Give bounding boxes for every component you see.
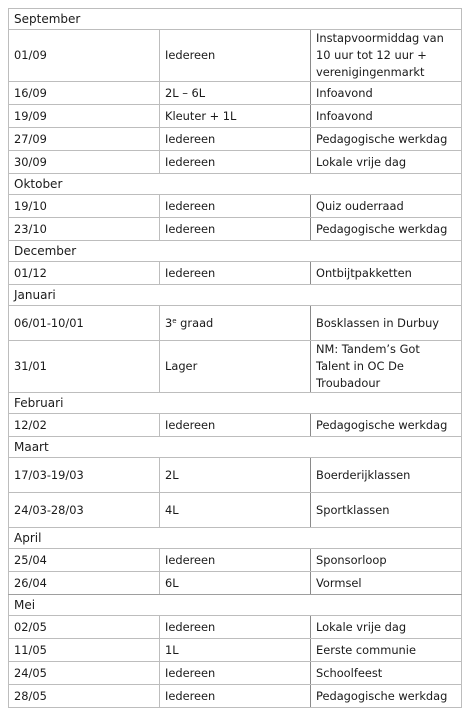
event-row (9, 341, 462, 393)
event-description: Instapvoormiddag van 10 uur tot 12 uur + verenigingenmarkt (311, 30, 462, 82)
event-row (9, 685, 462, 708)
event-description: Sponsorloop (311, 549, 462, 572)
event-description: Bosklassen in Durbuy (311, 306, 462, 341)
event-row (9, 458, 462, 493)
event-date: 12/02 (9, 414, 160, 437)
month-name: Januari (9, 285, 462, 306)
event-audience: 1L (160, 639, 311, 662)
month-header-row (9, 241, 462, 262)
event-row (9, 195, 462, 218)
event-audience: Kleuter + 1L (160, 105, 311, 128)
month-header-row (9, 595, 462, 616)
event-description: Pedagogische werkdag (311, 218, 462, 241)
event-date: 27/09 (9, 128, 160, 151)
month-name: December (9, 241, 462, 262)
event-description: NM: Tandem’s Got Talent in OC De Troubadour (311, 341, 462, 393)
event-row (9, 128, 462, 151)
event-date: 11/05 (9, 639, 160, 662)
event-audience: 2L – 6L (160, 82, 311, 105)
event-audience: 6L (160, 572, 311, 595)
event-description: Boerderijklassen (311, 458, 462, 493)
event-description: Quiz ouderraad (311, 195, 462, 218)
event-date: 06/01-10/01 (9, 306, 160, 341)
event-row (9, 82, 462, 105)
event-date: 28/05 (9, 685, 160, 708)
event-description: Lokale vrije dag (311, 151, 462, 174)
event-audience: Iedereen (160, 414, 311, 437)
event-description: Pedagogische werkdag (311, 128, 462, 151)
event-audience: Iedereen (160, 549, 311, 572)
event-date: 25/04 (9, 549, 160, 572)
event-row (9, 616, 462, 639)
event-audience: Iedereen (160, 128, 311, 151)
month-name: April (9, 528, 462, 549)
month-header-row (9, 393, 462, 414)
month-header-row (9, 528, 462, 549)
event-row (9, 549, 462, 572)
event-row (9, 30, 462, 82)
event-description: Schoolfeest (311, 662, 462, 685)
event-row (9, 662, 462, 685)
event-description: Pedagogische werkdag (311, 685, 462, 708)
event-description: Infoavond (311, 105, 462, 128)
month-name: Maart (9, 437, 462, 458)
event-date: 02/05 (9, 616, 160, 639)
event-date: 01/12 (9, 262, 160, 285)
event-description: Eerste communie (311, 639, 462, 662)
event-date: 19/10 (9, 195, 160, 218)
event-date: 24/03-28/03 (9, 493, 160, 528)
month-name: Mei (9, 595, 462, 616)
event-date: 19/09 (9, 105, 160, 128)
event-date: 01/09 (9, 30, 160, 82)
event-audience: Iedereen (160, 685, 311, 708)
event-row (9, 218, 462, 241)
event-description: Infoavond (311, 82, 462, 105)
event-row (9, 639, 462, 662)
month-name: Oktober (9, 174, 462, 195)
event-description: Sportklassen (311, 493, 462, 528)
event-row (9, 306, 462, 341)
school-calendar (8, 8, 462, 708)
month-name: September (9, 9, 462, 30)
event-description: Pedagogische werkdag (311, 414, 462, 437)
event-audience: Iedereen (160, 262, 311, 285)
month-header-row (9, 437, 462, 458)
event-date: 30/09 (9, 151, 160, 174)
event-row (9, 105, 462, 128)
event-description: Vormsel (311, 572, 462, 595)
month-header-row (9, 285, 462, 306)
month-name: Februari (9, 393, 462, 414)
event-audience: Iedereen (160, 616, 311, 639)
event-row (9, 493, 462, 528)
event-audience: Iedereen (160, 151, 311, 174)
event-date: 31/01 (9, 341, 160, 393)
month-header-row (9, 174, 462, 195)
event-audience: 4L (160, 493, 311, 528)
event-row (9, 572, 462, 595)
event-description: Lokale vrije dag (311, 616, 462, 639)
event-date: 26/04 (9, 572, 160, 595)
event-row (9, 414, 462, 437)
event-row (9, 151, 462, 174)
event-audience: 2L (160, 458, 311, 493)
event-audience: Lager (160, 341, 311, 393)
event-audience: Iedereen (160, 30, 311, 82)
event-audience: Iedereen (160, 195, 311, 218)
calendar-table (8, 8, 462, 708)
event-audience: Iedereen (160, 662, 311, 685)
event-date: 24/05 (9, 662, 160, 685)
month-header-row (9, 9, 462, 30)
event-audience: Iedereen (160, 218, 311, 241)
event-row (9, 262, 462, 285)
event-date: 17/03-19/03 (9, 458, 160, 493)
event-description: Ontbijtpakketten (311, 262, 462, 285)
event-date: 23/10 (9, 218, 160, 241)
event-audience: 3e graad (160, 306, 311, 341)
event-date: 16/09 (9, 82, 160, 105)
